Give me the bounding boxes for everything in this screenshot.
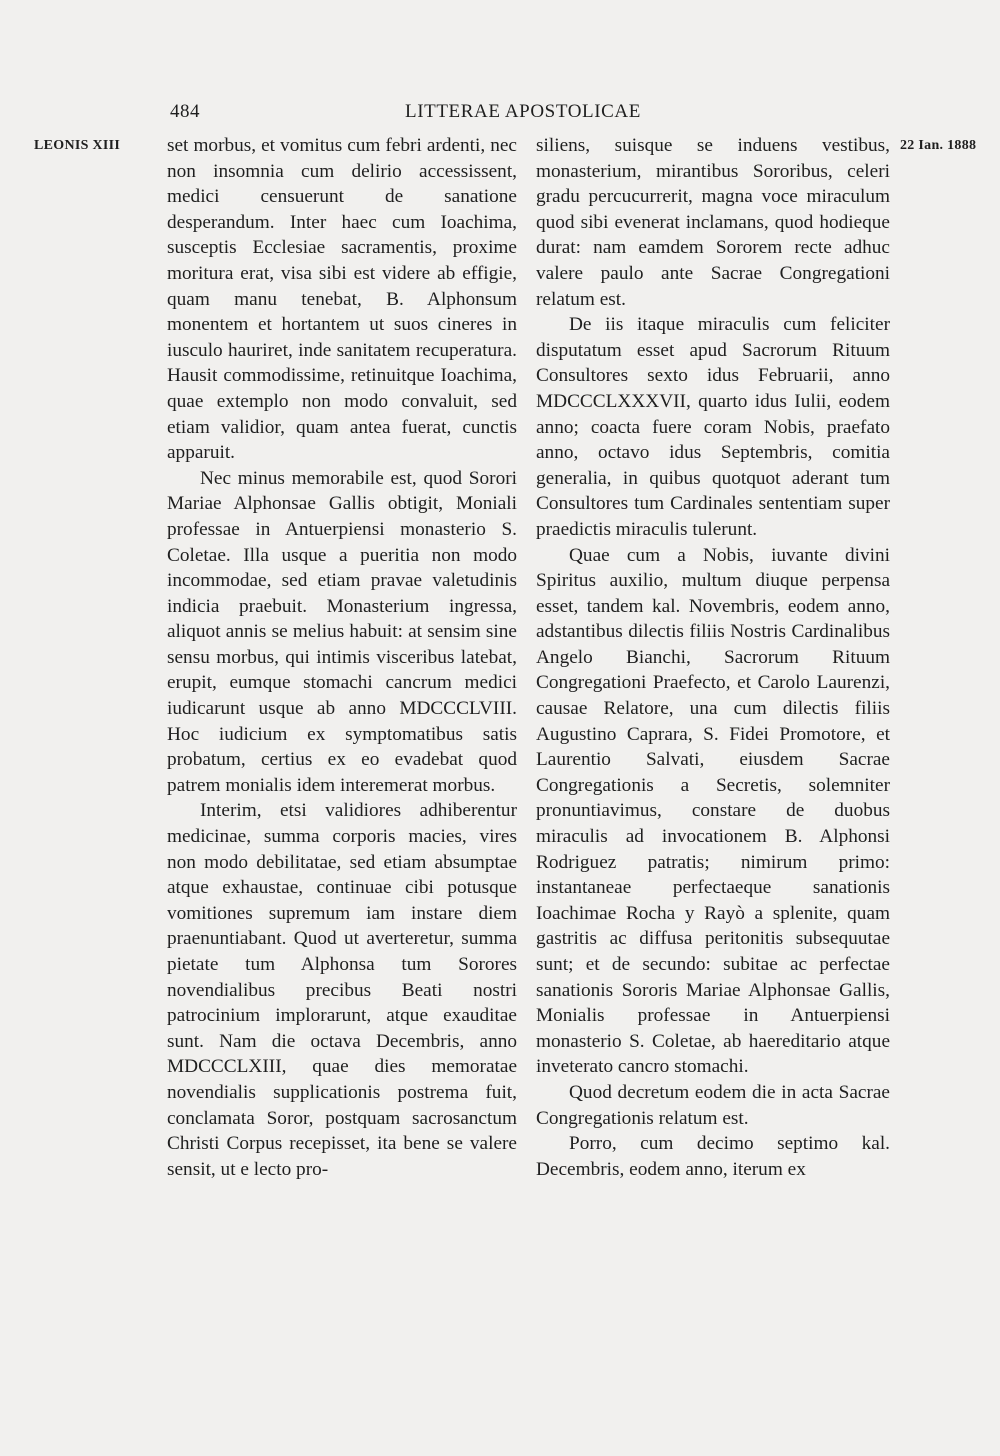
paragraph: siliens, suisque se induens vestibus, monasterium, mirantibus Sororibus, celeri gradu percucurrerit, magna voce miraculum quod sibi evenerat inclamans, quod hodieque durat: nam eamdem Sororem recte adhuc valere paulo ante Sacrae Congregationi relatum est. — [536, 135, 890, 310]
page-number: 484 — [170, 101, 200, 122]
paragraph: Porro, cum decimo septimo kal. Decembris, eodem anno, iterum ex — [536, 1133, 890, 1180]
left-column — [167, 133, 517, 1182]
paragraph: Interim, etsi validiores adhiberentur medicinae, summa corporis macies, vires non modo debilitatae, sed etiam absumptae atque exhaustae, continuae cibi potusque vomitiones supremum iam instare diem praenuntiabant. Quod ut averteretur, summa pietate tum Alphonsa tum Sorores novendialibus precibus Beati nostri patrocinium implorarunt, atque exauditae sunt. Nam die octava Decembris, anno MDCCCLXIII, quae dies memoratae novendialis supplicationis postrema fuit, conclamata Soror, postquam sacrosanctum Christi Corpus recepisset, ita bene se valere sensit, ut e lecto pro- — [167, 800, 517, 1180]
paragraph: Nec minus memorabile est, quod Sorori Mariae Alphonsae Gallis obtigit, Moniali professae in Antuerpiensi monasterio S. Coletae. Illa usque a pueritia non modo incommodae, sed etiam pravae valetudinis indicia praebuit. Monasterium ingressa, aliquot annis se melius habuit: at sensim sine sensu morbus, qui intimis visceribus latebat, erupit, eumque stomachi cancrum medici iudicarunt usque ab anno MDCCCLVIII. Hoc iudicium ex symptomatibus satis probatum, certius ex eo evadebat quod patrem monialis idem interemerat morbus. — [167, 467, 517, 796]
paragraph: Quae cum a Nobis, iuvante divini Spiritus auxilio, multum diuque perpensa esset, tandem kal. Novembris, eodem anno, adstantibus dilectis filiis Nostris Cardinalibus Angelo Bianchi, Sacrorum Rituum Congregationi Praefecto, et Carolo Laurenzi, causae Relatore, una cum dilectis filiis Augustino Caprara, S. Fidei Promotore, et Laurentio Salvati, eiusdem Sacrae Congregationis a Secretis, solemniter pronuntiavimus, constare de duobus miraculis ad invocationem B. Alphonsi Rodriguez patratis; nimirum primo: instantaneae perfectaeque sanationis Ioachimae Rocha y Rayò a splenite, quam gastritis ac diffusa peritonitis subsequutae sunt; et de secundo: subitae ac perfectae sanationis Sororis Mariae Alphonsae Gallis, Monialis professae in Antuerpiensi monasterio S. Coletae, ab haereditario atque inveterato cancro stomachi. — [536, 544, 890, 1078]
paragraph: set morbus, et vomitus cum febri ardenti, nec non insomnia cum delirio accessissent, medici censuerunt de sanatione desperandum. Inter haec cum Ioachima, susceptis Ecclesiae sacramentis, proxime moritura erat, visa sibi est videre ab effigie, quam manu tenebat, B. Alphonsum monentem et hortantem ut suos cineres in iusculo hauriret, inde sanitatem recuperatura. Hausit commodissime, retinuitque Ioachima, quae extemplo non modo convaluit, sed etiam validior, quam antea fuerat, cunctis apparuit. — [167, 135, 517, 464]
margin-note-pope: LEONIS XIII — [34, 138, 121, 153]
margin-note-date: 22 Ian. 1888 — [900, 138, 977, 153]
running-head: LITTERAE APOSTOLICAE — [405, 101, 641, 122]
paragraph: Quod decretum eodem die in acta Sacrae Congregationis relatum est. — [536, 1081, 890, 1129]
right-column — [536, 133, 890, 1182]
paragraph: De iis itaque miraculis cum feliciter disputatum esset apud Sacrorum Rituum Consultores sexto idus Februarii, anno MDCCCLXXXVII, quarto idus Iulii, eodem anno; coacta fuere coram Nobis, praefato anno, octavo idus Septembris, comitia generalia, in quibus quotquot aderant tum Consultores tum Cardinales sententiam super praedictis miraculis tulerunt. — [536, 314, 890, 540]
